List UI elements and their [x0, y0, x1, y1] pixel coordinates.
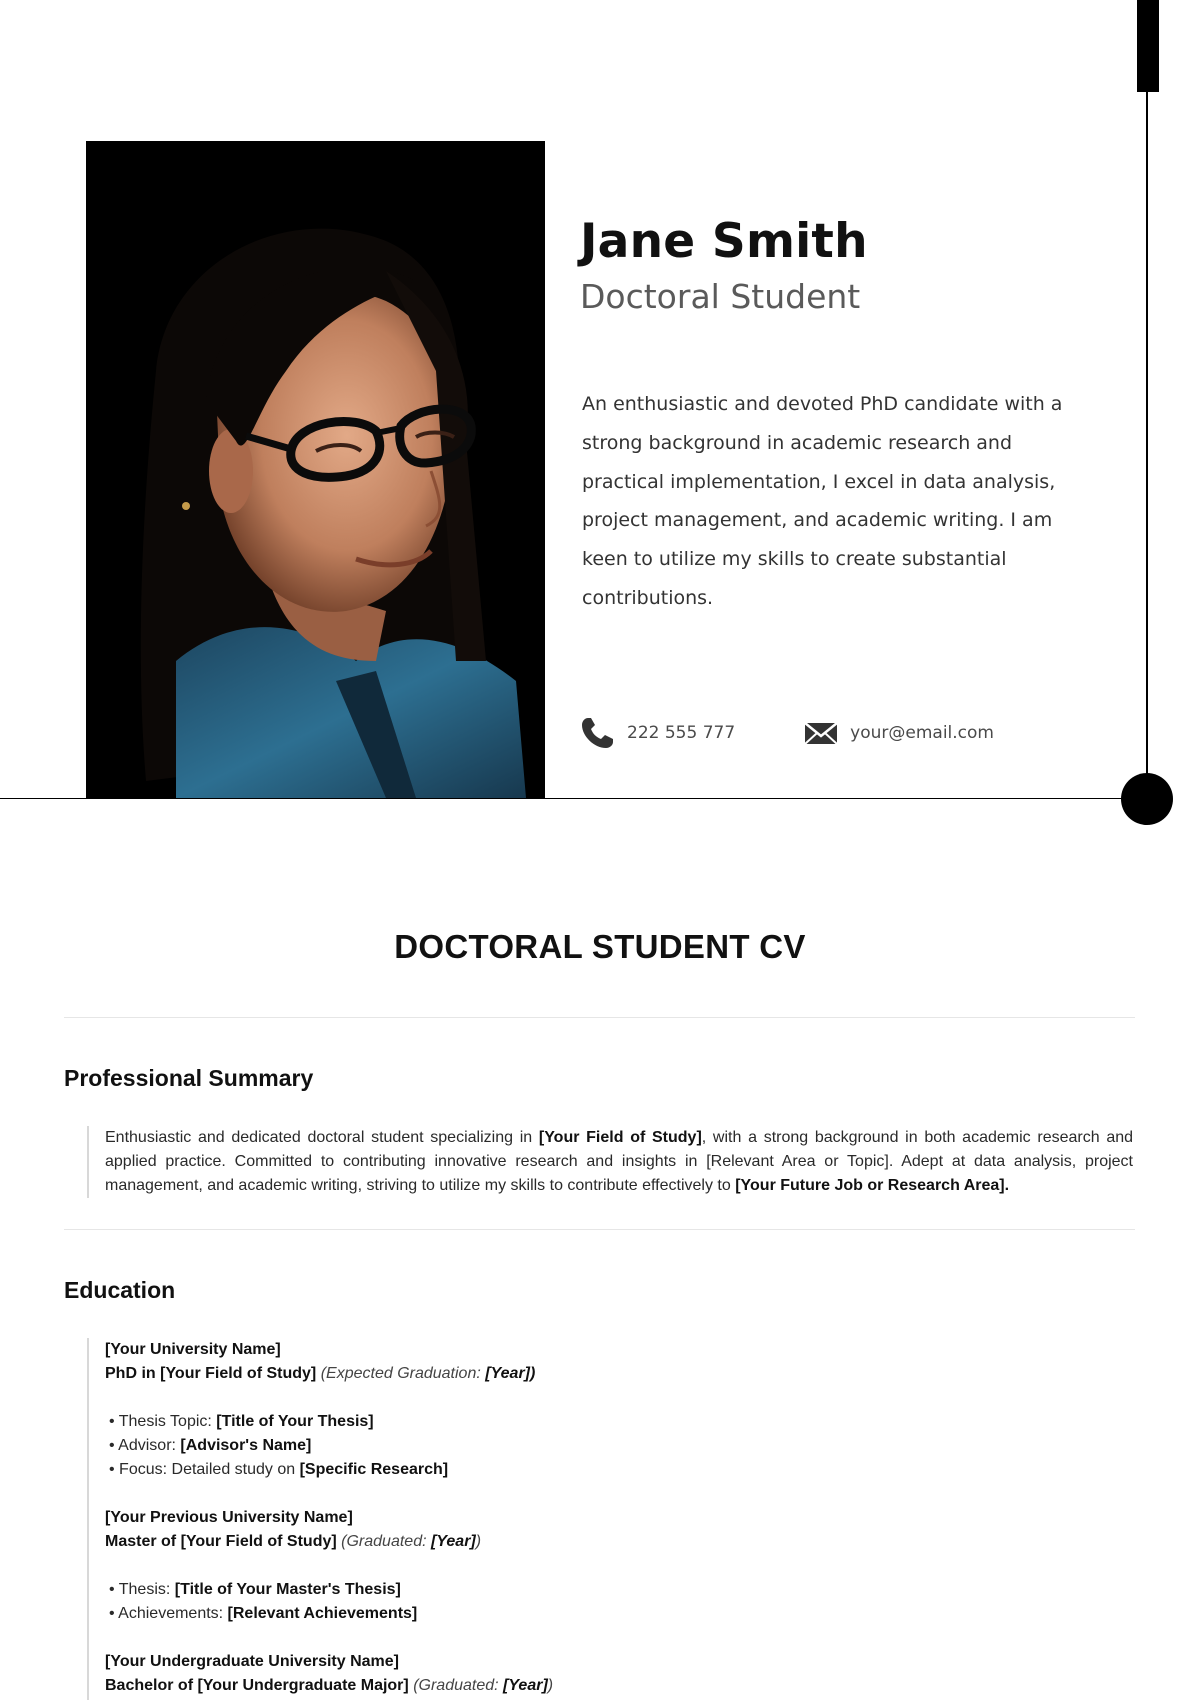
bachelor-university: [Your Undergraduate University Name]: [105, 1653, 399, 1670]
summary-text-part: Enthusiastic and dedicated doctoral student specializing in: [105, 1129, 539, 1146]
candidate-name: Jane Smith: [580, 214, 868, 269]
summary-field-of-study: [Your Field of Study]: [538, 1129, 702, 1146]
masters-university: [Your Previous University Name]: [105, 1509, 353, 1526]
list-item: • Thesis: [Title of Your Master's Thesis]: [109, 1581, 401, 1598]
masters-degree: Master of [Your Field of Study]: [105, 1533, 337, 1550]
phone-number: 222 555 777: [627, 723, 736, 743]
phd-expected-year: [Year]): [485, 1365, 536, 1382]
edu-entry-university: [105, 1506, 553, 1530]
section-divider: [64, 1017, 1135, 1018]
summary-block: [87, 1126, 1133, 1198]
edu-entry-degree: Master of [Your Field of Study] (Graduated: [Year]): [105, 1533, 482, 1550]
masters-achievements: [Relevant Achievements]: [227, 1605, 418, 1622]
section-divider: [64, 1229, 1135, 1230]
summary-text-part: , with a strong background in both academic research and applied practice. Committed to contributing innovative research and insights in [Relevant Area or Topic]. Adept at data analysis, project management, and academic writing, striving to utilize my skills to contribute effectively to: [105, 1129, 1134, 1194]
decorative-vertical-line: [1146, 90, 1148, 800]
email-address: your@email.com: [850, 723, 994, 743]
profile-photo: [86, 141, 545, 798]
header-info: [580, 212, 1080, 318]
contact-row: [580, 716, 1062, 750]
summary-future-area: [Your Future Job or Research Area].: [735, 1177, 1010, 1194]
bachelor-degree: Bachelor of [Your Undergraduate Major]: [105, 1677, 409, 1694]
masters-thesis: [Title of Your Master's Thesis]: [174, 1581, 401, 1598]
bachelor-grad-year: [Year]: [503, 1677, 548, 1694]
decorative-horizontal-line: [0, 798, 1148, 799]
envelope-icon: [803, 716, 839, 750]
edu-entry-university: [105, 1650, 553, 1674]
cv-title: DOCTORAL STUDENT CV: [394, 928, 806, 965]
contact-email[interactable]: [803, 716, 994, 750]
list-item: • Thesis Topic: [Title of Your Thesis]: [109, 1413, 374, 1430]
phd-thesis: [Title of Your Thesis]: [216, 1413, 374, 1430]
summary-heading: Professional Summary: [64, 1065, 314, 1091]
decorative-dot: [1121, 773, 1173, 825]
intro-paragraph: An enthusiastic and devoted PhD candidate with a strong background in academic research and practical implementation, I excel in data analysis, project management, and academic writing. I am keen to utilize my skills to create substantial contributions.: [582, 393, 1063, 609]
candidate-role: Doctoral Student: [580, 277, 861, 316]
edu-entry-university: [105, 1338, 553, 1362]
phd-degree: PhD in [Your Field of Study]: [105, 1365, 317, 1382]
list-item: • Advisor: [Advisor's Name]: [109, 1437, 312, 1454]
phd-focus: [Specific Research]: [299, 1461, 449, 1478]
contact-phone[interactable]: [580, 716, 735, 750]
list-item: • Focus: Detailed study on [Specific Research]: [109, 1461, 449, 1478]
phd-expected-label: (Expected Graduation:: [320, 1365, 486, 1382]
edu-entry-degree: [105, 1362, 553, 1386]
masters-grad-year: [Year]: [430, 1533, 476, 1550]
decorative-top-bar: [1137, 0, 1159, 92]
phd-university: [Your University Name]: [105, 1341, 281, 1358]
education-heading: Education: [64, 1277, 176, 1303]
summary-text: [105, 1126, 1133, 1198]
phd-advisor: [Advisor's Name]: [180, 1437, 312, 1454]
phone-icon: [580, 716, 616, 750]
list-item: • Achievements: [Relevant Achievements]: [109, 1605, 418, 1622]
edu-entry-degree: Bachelor of [Your Undergraduate Major] (Graduated: [Year]): [105, 1677, 554, 1694]
education-block: [87, 1338, 553, 1700]
